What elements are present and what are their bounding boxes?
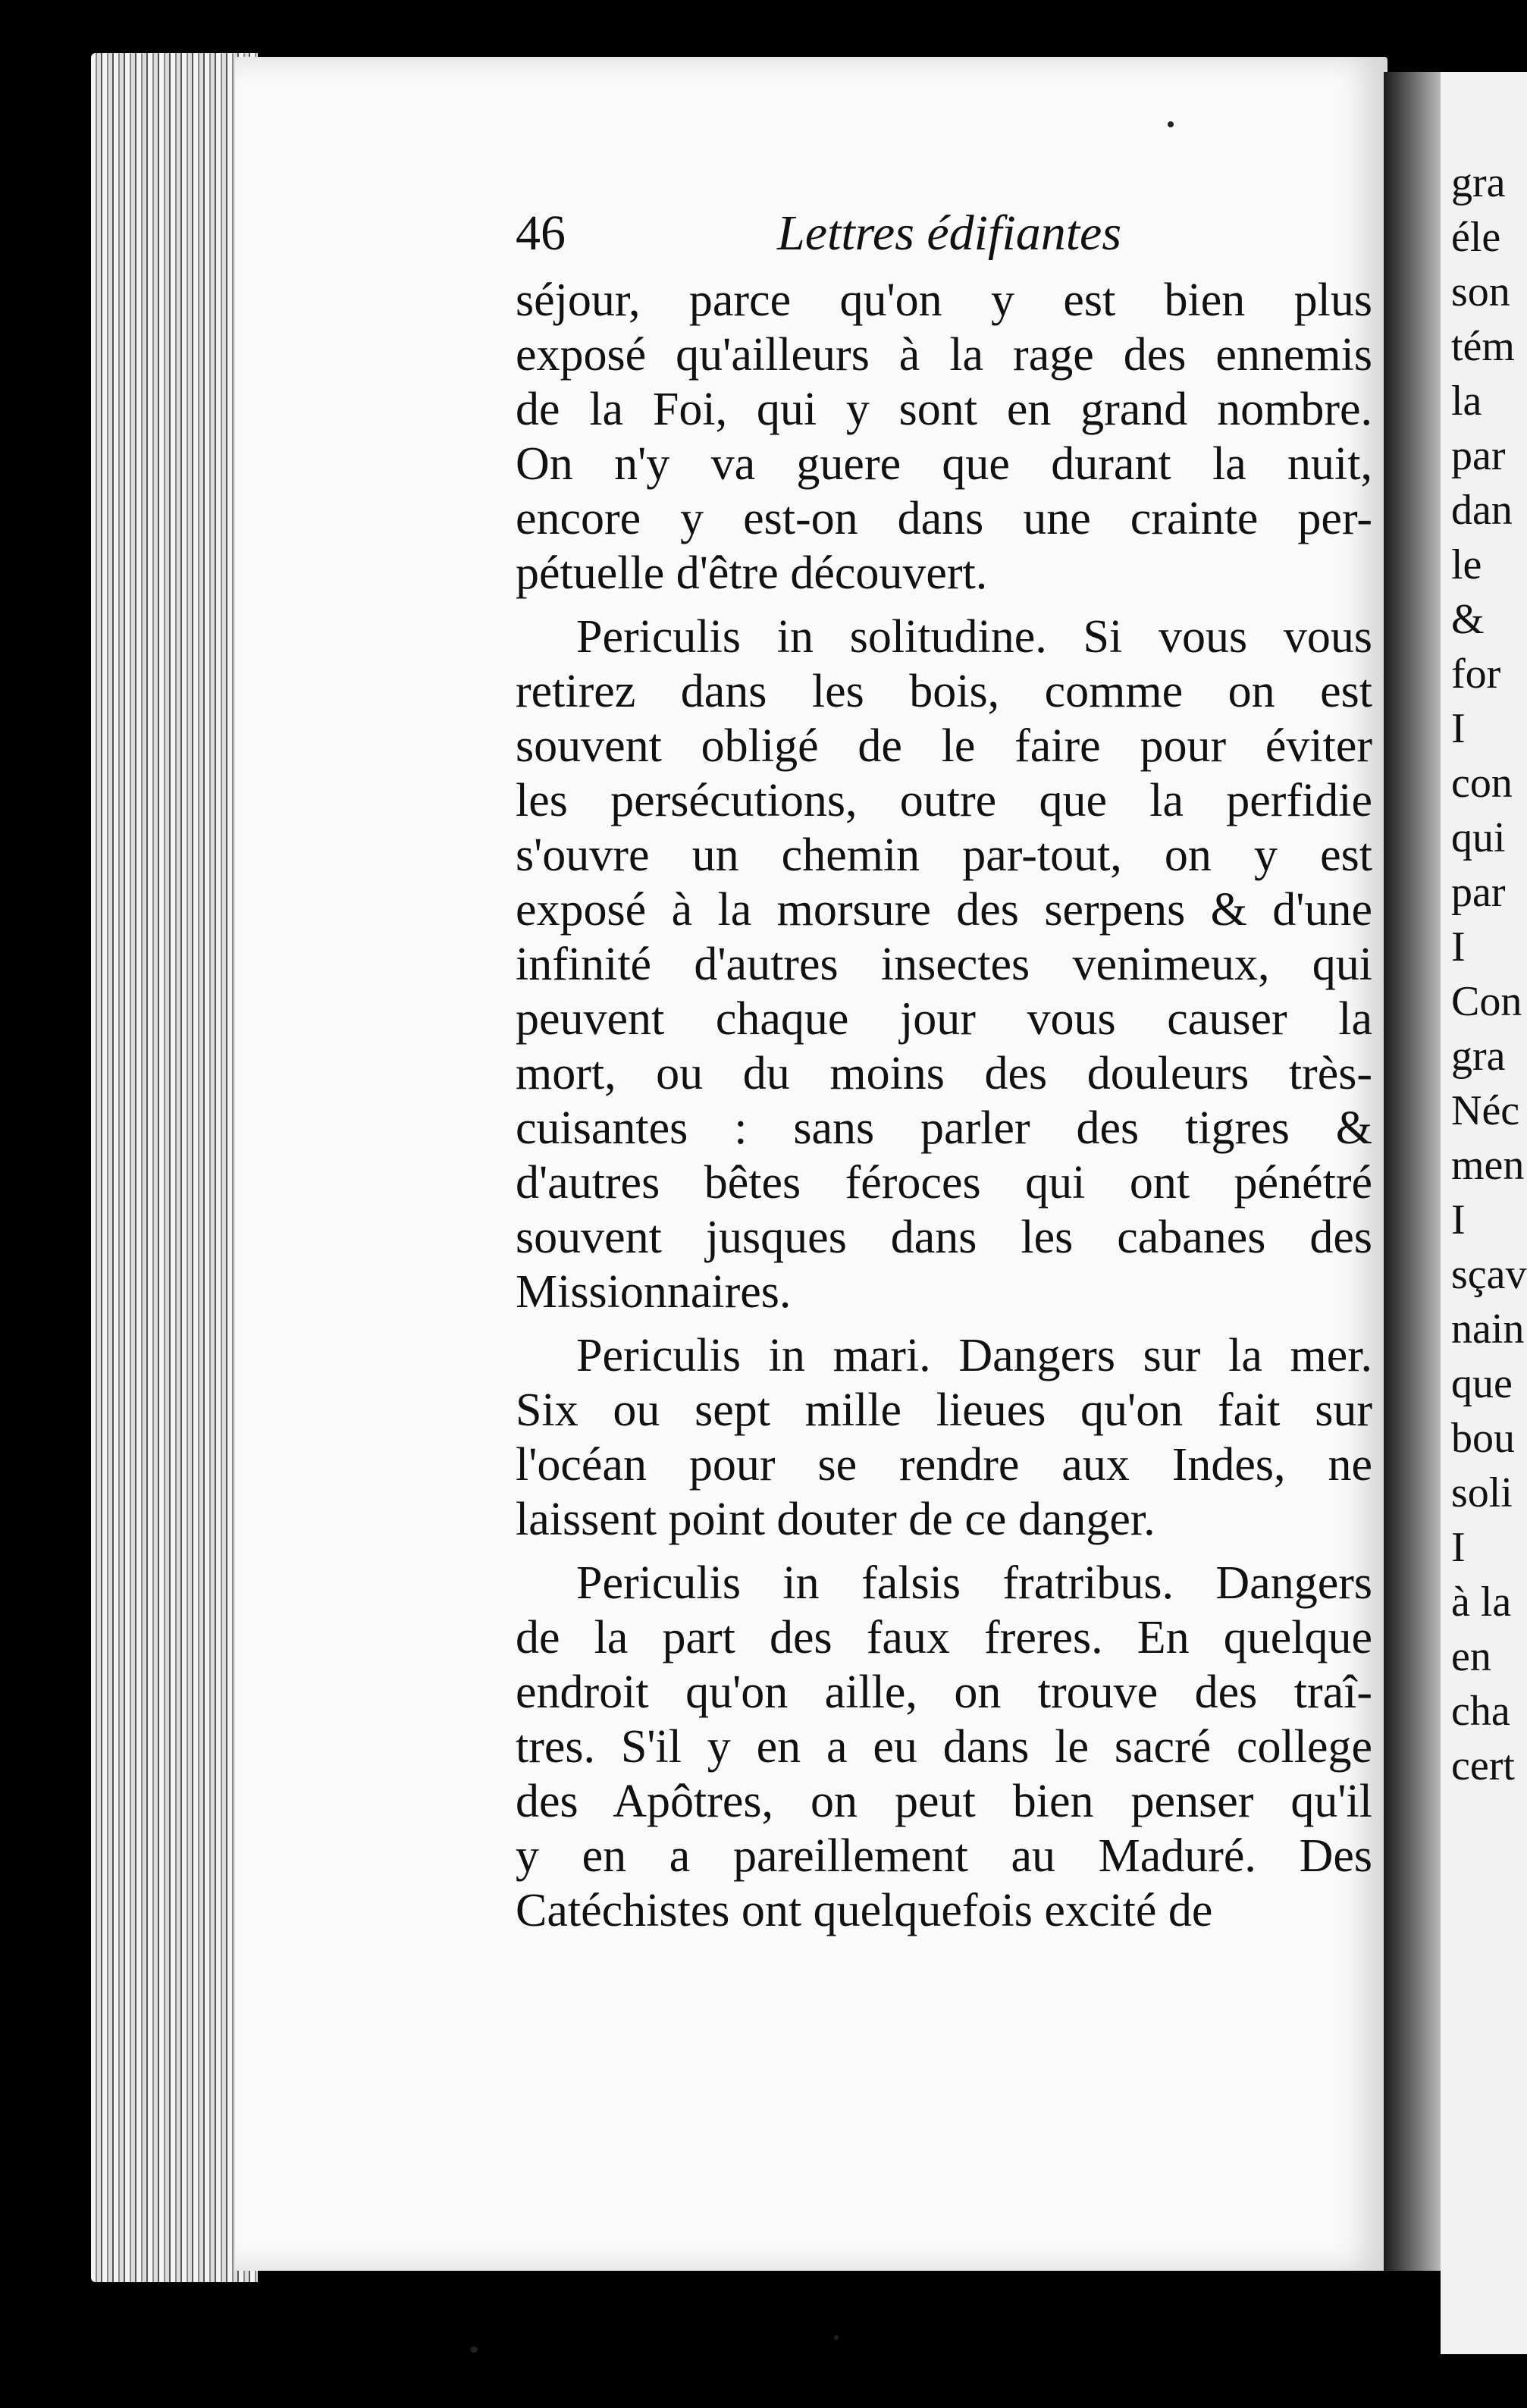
facing-page-line: son <box>1451 268 1510 315</box>
text-line: laissent point douter de ce danger. <box>516 1494 1155 1545</box>
facing-page-line: la <box>1451 378 1482 425</box>
scan-speck <box>834 2335 839 2340</box>
facing-page-line: con <box>1451 760 1513 807</box>
text-line: des Apôtres, on peut bien penser qu'il <box>516 1776 1372 1827</box>
text-line: souvent jusques dans les cabanes des <box>516 1212 1372 1263</box>
text-line: exposé à la morsure des serpens & d'une <box>516 884 1372 936</box>
text-line: cuisantes : sans parler des tigres & <box>516 1102 1372 1154</box>
text-line: peuvent chaque jour vous causer la <box>516 993 1372 1045</box>
book-gutter-shadow <box>1384 72 1448 2271</box>
text-line: l'océan pour se rendre aux Indes, ne <box>516 1439 1372 1491</box>
facing-page-fragment <box>1441 72 1527 2354</box>
text-line: Periculis in falsis fratribus. Dangers <box>576 1557 1372 1609</box>
scan-speck <box>1168 121 1174 127</box>
facing-page-line: qui <box>1451 814 1506 861</box>
text-line: infinité d'autres insectes venimeux, qui <box>516 939 1372 990</box>
facing-page-line: soli <box>1451 1469 1513 1516</box>
text-line: exposé qu'ailleurs à la rage des ennemis <box>516 329 1372 381</box>
facing-page-line: par <box>1451 432 1506 479</box>
facing-page-line: nain <box>1451 1306 1525 1353</box>
facing-page-line: Néc <box>1451 1087 1520 1134</box>
running-title: Lettres édifiantes <box>777 205 1122 261</box>
text-line: souvent obligé de le faire pour éviter <box>516 720 1372 772</box>
text-line: Six ou sept mille lieues qu'on fait sur <box>516 1384 1372 1436</box>
text-line: séjour, parce qu'on y est bien plus <box>516 274 1372 326</box>
facing-page-line: bou <box>1451 1415 1515 1462</box>
text-line: mort, ou du moins des douleurs très- <box>516 1048 1372 1099</box>
facing-page-line: par <box>1451 869 1506 916</box>
text-line: On n'y va guere que durant la nuit, <box>516 438 1372 490</box>
facing-page-line: for <box>1451 651 1501 698</box>
book-page-edges <box>91 53 258 2282</box>
facing-page-line: I <box>1451 1524 1466 1571</box>
text-line: pétuelle d'être découvert. <box>516 547 988 599</box>
facing-page-line: à la <box>1451 1579 1512 1626</box>
facing-page-line: dan <box>1451 487 1513 534</box>
text-line: retirez dans les bois, comme on est <box>516 666 1372 717</box>
facing-page-line: éle <box>1451 214 1501 261</box>
facing-page-line: sçav <box>1451 1251 1527 1298</box>
facing-page-line: & <box>1451 596 1485 643</box>
facing-page-line: I <box>1451 1196 1466 1243</box>
text-line: endroit qu'on aille, on trouve des traî- <box>516 1666 1372 1718</box>
page-number: 46 <box>516 205 566 261</box>
scan-speck <box>470 2347 478 2353</box>
facing-page-line: cha <box>1451 1688 1510 1735</box>
text-line: tres. S'il y en a eu dans le sacré college <box>516 1721 1372 1773</box>
text-line: y en a pareillement au Maduré. Des <box>516 1830 1372 1882</box>
text-line: Periculis in solitudine. Si vous vous <box>576 611 1372 663</box>
facing-page-line: le <box>1451 541 1482 588</box>
text-line: Missionnaires. <box>516 1266 792 1318</box>
text-line: de la Foi, qui y sont en grand nombre. <box>516 384 1372 435</box>
facing-page-line: men <box>1451 1142 1525 1189</box>
text-line: les persécutions, outre que la perfidie <box>516 775 1372 826</box>
text-line: encore y est-on dans une crainte per- <box>516 493 1372 544</box>
facing-page-line: gra <box>1451 159 1506 206</box>
facing-page-line: que <box>1451 1360 1513 1407</box>
facing-page-line: I <box>1451 923 1466 970</box>
facing-page-line: I <box>1451 705 1466 752</box>
facing-page-line: Con <box>1451 978 1522 1025</box>
text-line: s'ouvre un chemin par-tout, on y est <box>516 829 1372 881</box>
facing-page-line: en <box>1451 1633 1491 1680</box>
text-line: Periculis in mari. Dangers sur la mer. <box>576 1330 1372 1381</box>
facing-page-line: gra <box>1451 1033 1506 1080</box>
text-line: Catéchistes ont quelquefois excité de <box>516 1885 1213 1936</box>
text-line: de la part des faux freres. En quelque <box>516 1612 1372 1663</box>
facing-page-line: cert <box>1451 1742 1515 1789</box>
body-text <box>516 273 1372 1938</box>
text-line: d'autres bêtes féroces qui ont pénétré <box>516 1157 1372 1209</box>
page-text-block <box>516 190 1372 1938</box>
running-head <box>516 190 1372 273</box>
facing-page-line: tém <box>1451 323 1515 370</box>
